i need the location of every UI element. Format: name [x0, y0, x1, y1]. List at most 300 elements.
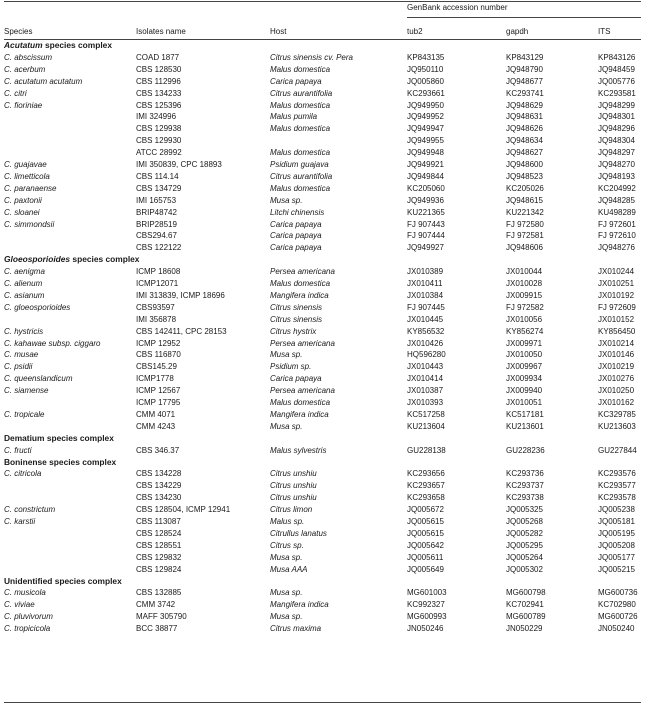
its-accession-cell: KY856450	[598, 326, 636, 336]
its-accession-cell: MG600726	[598, 612, 638, 622]
tub2-accession-cell: JQ950110	[407, 64, 444, 74]
tub2-accession-cell: JQ005860	[407, 76, 444, 86]
table-row	[0, 172, 645, 184]
isolate-cell: ICMP 18608	[136, 267, 181, 277]
host-cell: Malus domestica	[270, 279, 331, 288]
gapdh-accession-cell: JX009934	[506, 374, 543, 384]
its-accession-cell: JQ005177	[598, 552, 635, 562]
table-row	[0, 291, 645, 303]
table-row	[0, 89, 645, 101]
gapdh-accession-cell: KU221342	[506, 207, 544, 217]
table-row	[0, 386, 645, 398]
table-row	[0, 541, 645, 553]
gapdh-accession-cell: KC293736	[506, 469, 544, 479]
gapdh-accession-cell: KC293741	[506, 88, 544, 98]
species-cell: C. simmondsii	[4, 219, 55, 229]
gapdh-accession-cell: FJ 972582	[506, 302, 544, 312]
table-row	[0, 350, 645, 362]
table-row	[0, 600, 645, 612]
genbank-group-rule	[407, 17, 641, 18]
table-row	[0, 588, 645, 600]
isolate-cell: CBS 112996	[136, 76, 181, 86]
tub2-accession-cell: KC992327	[407, 600, 445, 610]
species-cell: C. viviae	[4, 600, 35, 610]
isolate-cell: CBS 128504, ICMP 12941	[136, 505, 231, 515]
tub2-accession-cell: JX010393	[407, 398, 444, 407]
table-row	[0, 517, 645, 529]
species-cell: C. hystricis	[4, 326, 44, 336]
tub2-accession-cell: JX010387	[407, 386, 444, 396]
isolate-cell: CBS 129938	[136, 124, 182, 134]
tub2-accession-cell: KP843135	[407, 52, 445, 62]
tub2-accession-cell: JQ949936	[407, 195, 444, 205]
gapdh-accession-cell: JQ005325	[506, 505, 543, 515]
species-cell: C. guajavae	[4, 160, 47, 169]
host-cell: Citrus hystrix	[270, 326, 317, 336]
host-cell: Musa sp.	[270, 552, 303, 562]
isolate-cell: CBS 129930	[136, 136, 182, 146]
column-header-tub2: tub2	[407, 27, 423, 36]
host-cell: Citrus sinensis	[270, 302, 323, 312]
species-cell: C. citricola	[4, 469, 42, 479]
its-accession-cell: KU213603	[598, 421, 636, 431]
isolate-cell: BRIP28519	[136, 219, 177, 229]
host-cell: Psidium guajava	[270, 160, 329, 169]
tub2-accession-cell: MG601003	[407, 588, 447, 598]
species-cell: C. gloeosporioides	[4, 302, 71, 312]
tub2-accession-cell: KC517258	[407, 409, 445, 419]
gapdh-accession-cell: JX010044	[506, 267, 543, 277]
tub2-accession-cell: JX010443	[407, 362, 444, 372]
its-accession-cell: MG600736	[598, 588, 638, 598]
its-accession-cell: JQ948276	[598, 243, 635, 253]
host-cell: Malus domestica	[270, 183, 331, 193]
species-cell: C. aenigma	[4, 267, 45, 277]
table-row	[0, 493, 645, 505]
table-row	[0, 612, 645, 624]
tub2-accession-cell: JQ949948	[407, 148, 444, 158]
its-accession-cell: FJ 972609	[598, 302, 636, 312]
table-row	[0, 339, 645, 351]
its-accession-cell: JX010244	[598, 267, 635, 277]
section-title-text: species complex	[42, 40, 112, 50]
table-row	[0, 112, 645, 124]
tub2-accession-cell: FJ 907445	[407, 302, 445, 312]
gapdh-accession-cell: GU228236	[506, 445, 545, 455]
gapdh-accession-cell: JQ005282	[506, 528, 543, 538]
table-row	[0, 231, 645, 243]
gapdh-accession-cell: JQ948629	[506, 100, 543, 110]
genbank-group-header: GenBank accession number	[407, 3, 508, 12]
host-cell: Citrus sinensis	[270, 314, 323, 324]
species-cell: C. queenslandicum	[4, 374, 73, 384]
table-row	[0, 410, 645, 422]
isolate-cell: IMI 313839, ICMP 18696	[136, 290, 225, 300]
table-row	[0, 184, 645, 196]
its-accession-cell: KC702980	[598, 600, 636, 610]
tub2-accession-cell: JX010414	[407, 374, 444, 384]
host-cell: Malus domestica	[270, 148, 331, 158]
gapdh-accession-cell: KY856274	[506, 326, 544, 336]
gapdh-accession-cell: KC293737	[506, 481, 544, 491]
table-row	[0, 77, 645, 89]
column-header-gapdh: gapdh	[506, 27, 529, 36]
its-accession-cell: JQ005215	[598, 564, 635, 574]
species-cell: C. constrictum	[4, 505, 56, 515]
its-accession-cell: JQ948296	[598, 124, 635, 134]
gapdh-accession-cell: JQ948634	[506, 136, 543, 146]
isolate-cell: CBS 134230	[136, 493, 182, 503]
isolate-cell: CBS 113087	[136, 517, 181, 526]
table-row	[0, 529, 645, 541]
host-cell: Carica papaya	[270, 231, 322, 241]
section-title-text: Boninense species complex	[4, 456, 117, 467]
gapdh-accession-cell: FJ 972581	[506, 231, 544, 241]
its-accession-cell: JQ005195	[598, 528, 635, 538]
isolate-cell: ATCC 28992	[136, 148, 182, 158]
its-accession-cell: KC293578	[598, 493, 636, 503]
isolate-cell: CBS 116870	[136, 350, 181, 360]
table-row	[0, 327, 645, 339]
isolate-cell: CBS 134233	[136, 88, 182, 98]
tub2-accession-cell: JQ949955	[407, 136, 444, 146]
tub2-accession-cell: KC205060	[407, 183, 445, 193]
its-accession-cell: KC329785	[598, 409, 636, 419]
section-header-row	[0, 458, 645, 470]
species-cell: C. pluvivorum	[4, 612, 53, 622]
gapdh-accession-cell: KU213601	[506, 421, 544, 431]
tub2-accession-cell: KU213604	[407, 421, 445, 431]
isolate-cell: CBS 132885	[136, 588, 182, 598]
isolate-cell: ICMP 17795	[136, 398, 181, 407]
gapdh-accession-cell: JX010028	[506, 279, 543, 288]
table-bottom-rule	[4, 702, 641, 703]
table-row	[0, 481, 645, 493]
isolate-cell: CBS 129824	[136, 564, 182, 574]
tub2-accession-cell: JQ949921	[407, 160, 444, 169]
tub2-accession-cell: JQ949952	[407, 112, 444, 122]
host-cell: Carica papaya	[270, 219, 322, 229]
isolate-cell: CBS 125396	[136, 100, 182, 110]
isolate-cell: CBS 128530	[136, 64, 182, 74]
section-title-italic: Gloeosporioides	[4, 254, 71, 265]
isolate-cell: ICMP 12567	[136, 386, 181, 396]
host-cell: Mangifera indica	[270, 409, 329, 419]
isolate-cell: IMI 324996	[136, 112, 177, 122]
host-cell: Citrus limon	[270, 505, 313, 515]
gapdh-accession-cell: KC702941	[506, 600, 544, 610]
its-accession-cell: KP843126	[598, 52, 636, 62]
gapdh-accession-cell: JQ948606	[506, 243, 543, 253]
isolate-cell: CBS145.29	[136, 362, 177, 372]
isolate-cell: CBS 129832	[136, 552, 182, 562]
isolate-cell: CBS 128524	[136, 528, 182, 538]
host-cell: Malus domestica	[270, 124, 331, 134]
column-header-host: Host	[270, 27, 287, 36]
table-row	[0, 505, 645, 517]
section-header-row	[0, 41, 645, 53]
isolate-cell: BRIP48742	[136, 207, 177, 217]
table-row	[0, 160, 645, 172]
section-title	[4, 434, 114, 442]
species-cell: C. sloanei	[4, 207, 40, 217]
gapdh-accession-cell: JQ948523	[506, 171, 543, 181]
its-accession-cell: JX010250	[598, 386, 635, 396]
host-cell: Carica papaya	[270, 374, 322, 384]
tub2-accession-cell: MG600993	[407, 612, 447, 622]
species-cell: C. paxtonii	[4, 195, 42, 205]
gapdh-accession-cell: JQ948631	[506, 112, 543, 122]
host-cell: Musa sp.	[270, 588, 303, 598]
its-accession-cell: JX010152	[598, 314, 635, 324]
host-cell: Malus pumila	[270, 112, 318, 122]
host-cell: Malus domestica	[270, 100, 331, 110]
tub2-accession-cell: KC293657	[407, 481, 445, 491]
section-header-row	[0, 255, 645, 267]
table-row	[0, 196, 645, 208]
gapdh-accession-cell: JQ948626	[506, 124, 543, 134]
its-accession-cell: KC293577	[598, 481, 636, 491]
isolate-cell: CBS 134229	[136, 481, 182, 491]
table-top-rule	[4, 1, 641, 2]
host-cell: Citrus unshiu	[270, 481, 317, 491]
isolate-cell: COAD 1877	[136, 52, 180, 62]
its-accession-cell: JQ948270	[598, 160, 635, 169]
its-accession-cell: JQ948304	[598, 136, 635, 146]
host-cell: Citrus sinensis cv. Pera	[270, 52, 353, 62]
gapdh-accession-cell: JQ948627	[506, 148, 543, 158]
isolate-cell: MAFF 305790	[136, 612, 187, 622]
tub2-accession-cell: HQ596280	[407, 350, 446, 360]
gapdh-accession-cell: JX010051	[506, 398, 543, 407]
tub2-accession-cell: JQ005642	[407, 540, 444, 550]
species-cell: C. psidii	[4, 362, 33, 372]
section-header-row	[0, 577, 645, 589]
isolate-cell: CMM 3742	[136, 600, 176, 610]
species-cell: C. alienum	[4, 279, 43, 288]
isolate-cell: BCC 38877	[136, 624, 178, 634]
section-title	[4, 41, 112, 49]
gapdh-accession-cell: JN050229	[506, 624, 543, 634]
tub2-accession-cell: FJ 907443	[407, 219, 445, 229]
isolate-cell: CBS 114.14	[136, 171, 179, 181]
its-accession-cell: JQ948299	[598, 100, 635, 110]
its-accession-cell: JQ005238	[598, 505, 635, 515]
gapdh-accession-cell: JX010056	[506, 314, 543, 324]
gapdh-accession-cell: JQ005268	[506, 517, 543, 526]
host-cell: Musa AAA	[270, 564, 308, 574]
table-row	[0, 53, 645, 65]
isolate-cell: ICMP 12952	[136, 338, 181, 348]
species-cell: C. acutatum acutatum	[4, 76, 83, 86]
table-row	[0, 279, 645, 291]
isolate-cell: CMM 4243	[136, 421, 176, 431]
gapdh-accession-cell: JX009967	[506, 362, 543, 372]
table-row	[0, 220, 645, 232]
its-accession-cell: JX010162	[598, 398, 635, 407]
its-accession-cell: JX010251	[598, 279, 635, 288]
its-accession-cell: JN050240	[598, 624, 635, 634]
section-title	[4, 458, 116, 466]
its-accession-cell: FJ 972601	[598, 219, 636, 229]
tub2-accession-cell: KC293656	[407, 469, 445, 479]
isolate-cell: CBS 122122	[136, 243, 182, 253]
its-accession-cell: KU498289	[598, 207, 636, 217]
species-cell: C. tropicale	[4, 409, 45, 419]
host-cell: Musa sp.	[270, 421, 303, 431]
gapdh-accession-cell: JQ005302	[506, 564, 543, 574]
tub2-accession-cell: JQ949844	[407, 171, 444, 181]
its-accession-cell: JX010192	[598, 290, 635, 300]
gapdh-accession-cell: KC517181	[506, 409, 544, 419]
tub2-accession-cell: JX010445	[407, 314, 444, 324]
species-cell: C. asianum	[4, 290, 45, 300]
tub2-accession-cell: KC293661	[407, 88, 445, 98]
section-title-italic: Acutatum	[4, 40, 43, 50]
section-title-text: Unidentified species complex	[4, 575, 122, 586]
host-cell: Carica papaya	[270, 76, 322, 86]
host-cell: Carica papaya	[270, 243, 322, 253]
column-header-its: ITS	[598, 27, 611, 36]
species-cell: C. musicola	[4, 588, 46, 598]
section-header-row	[0, 434, 645, 446]
species-cell: C. citri	[4, 88, 27, 98]
species-cell: C. kahawae subsp. ciggaro	[4, 338, 101, 348]
host-cell: Mangifera indica	[270, 290, 329, 300]
gapdh-accession-cell: MG600789	[506, 612, 546, 622]
host-cell: Persea americana	[270, 386, 335, 396]
its-accession-cell: JX010219	[598, 362, 635, 372]
gapdh-accession-cell: JX009940	[506, 386, 543, 396]
host-cell: Persea americana	[270, 267, 335, 277]
gapdh-accession-cell: JX009915	[506, 290, 543, 300]
tub2-accession-cell: JN050246	[407, 624, 444, 634]
its-accession-cell: JQ005181	[598, 517, 635, 526]
host-cell: Malus sylvestris	[270, 445, 327, 455]
isolate-cell: IMI 350839, CPC 18893	[136, 160, 222, 169]
species-cell: C. karstii	[4, 517, 36, 526]
its-accession-cell: JQ948301	[598, 112, 635, 122]
host-cell: Malus domestica	[270, 64, 331, 74]
its-accession-cell: JQ948193	[598, 171, 635, 181]
gapdh-accession-cell: KP843129	[506, 52, 544, 62]
table-row	[0, 267, 645, 279]
section-title-text: Dematium species complex	[4, 432, 114, 443]
column-header-species: Species	[4, 27, 33, 36]
its-accession-cell: KC293581	[598, 88, 636, 98]
isolate-cell: CBS 134228	[136, 469, 182, 479]
species-cell: C. tropicicola	[4, 624, 51, 634]
isolate-cell: ICMP12071	[136, 279, 179, 288]
gapdh-accession-cell: FJ 972580	[506, 219, 544, 229]
gapdh-accession-cell: JQ948600	[506, 160, 543, 169]
tub2-accession-cell: JQ005615	[407, 528, 444, 538]
isolate-cell: CBS 346.37	[136, 445, 180, 455]
its-accession-cell: KC293576	[598, 469, 636, 479]
tub2-accession-cell: JQ949950	[407, 100, 444, 110]
isolate-cell: IMI 165753	[136, 195, 177, 205]
its-accession-cell: JX010276	[598, 374, 635, 384]
host-cell: Citrus sp.	[270, 540, 304, 550]
section-title-text: species complex	[70, 254, 140, 265]
isolate-cell: CMM 4071	[136, 409, 176, 419]
its-accession-cell: JX010146	[598, 350, 635, 360]
its-accession-cell: JQ005208	[598, 540, 635, 550]
table-row	[0, 65, 645, 77]
host-cell: Musa sp.	[270, 612, 303, 622]
its-accession-cell: GU227844	[598, 445, 637, 455]
species-cell: C. fioriniae	[4, 100, 43, 110]
host-cell: Musa sp.	[270, 195, 303, 205]
tub2-accession-cell: JQ949947	[407, 124, 444, 134]
isolate-cell: CBS93597	[136, 302, 175, 312]
table-row	[0, 374, 645, 386]
its-accession-cell: JQ005776	[598, 76, 635, 86]
host-cell: Malus sp.	[270, 517, 305, 526]
species-cell: C. musae	[4, 350, 39, 360]
table-row	[0, 469, 645, 481]
isolate-cell: IMI 356878	[136, 314, 177, 324]
gapdh-accession-cell: JX010050	[506, 350, 543, 360]
species-cell: C. siamense	[4, 386, 49, 396]
its-accession-cell: JQ948285	[598, 195, 635, 205]
host-cell: Citrus maxima	[270, 624, 322, 634]
host-cell: Mangifera indica	[270, 600, 329, 610]
table-row	[0, 208, 645, 220]
table-row	[0, 624, 645, 636]
table-row	[0, 398, 645, 410]
host-cell: Citrus unshiu	[270, 493, 317, 503]
tub2-accession-cell: JQ005611	[407, 552, 444, 562]
tub2-accession-cell: JQ005672	[407, 505, 444, 515]
tub2-accession-cell: JX010384	[407, 290, 444, 300]
gapdh-accession-cell: JQ948615	[506, 195, 543, 205]
gapdh-accession-cell: JX009971	[506, 338, 543, 348]
gapdh-accession-cell: KC293738	[506, 493, 544, 503]
gapdh-accession-cell: JQ005264	[506, 552, 543, 562]
tub2-accession-cell: JQ005649	[407, 564, 444, 574]
gapdh-accession-cell: JQ005295	[506, 540, 543, 550]
gapdh-accession-cell: MG600798	[506, 588, 546, 598]
isolate-cell: CBS 128551	[136, 540, 182, 550]
its-accession-cell: JX010214	[598, 338, 635, 348]
tub2-accession-cell: FJ 907444	[407, 231, 445, 241]
tub2-accession-cell: KC293658	[407, 493, 445, 503]
isolate-cell: CBS 142411, CPC 28153	[136, 326, 227, 336]
table-row	[0, 101, 645, 113]
tub2-accession-cell: JQ949927	[407, 243, 444, 253]
table-row	[0, 124, 645, 136]
its-accession-cell: FJ 972610	[598, 231, 636, 241]
table-row	[0, 553, 645, 565]
its-accession-cell: JQ948459	[598, 64, 635, 74]
table-row	[0, 148, 645, 160]
host-cell: Litchi chinensis	[270, 207, 325, 217]
tub2-accession-cell: JX010426	[407, 338, 444, 348]
gapdh-accession-cell: KC205026	[506, 183, 544, 193]
its-accession-cell: JQ948297	[598, 148, 635, 158]
tub2-accession-cell: JQ005615	[407, 517, 444, 526]
isolate-cell: CBS294.67	[136, 231, 177, 241]
host-cell: Citrus aurantifolia	[270, 88, 333, 98]
host-cell: Musa sp.	[270, 350, 303, 360]
section-title	[4, 577, 122, 585]
table-row	[0, 136, 645, 148]
gapdh-accession-cell: JQ948677	[506, 76, 543, 86]
species-cell: C. paranaense	[4, 183, 57, 193]
host-cell: Psidium sp.	[270, 362, 312, 372]
host-cell: Persea americana	[270, 338, 335, 348]
